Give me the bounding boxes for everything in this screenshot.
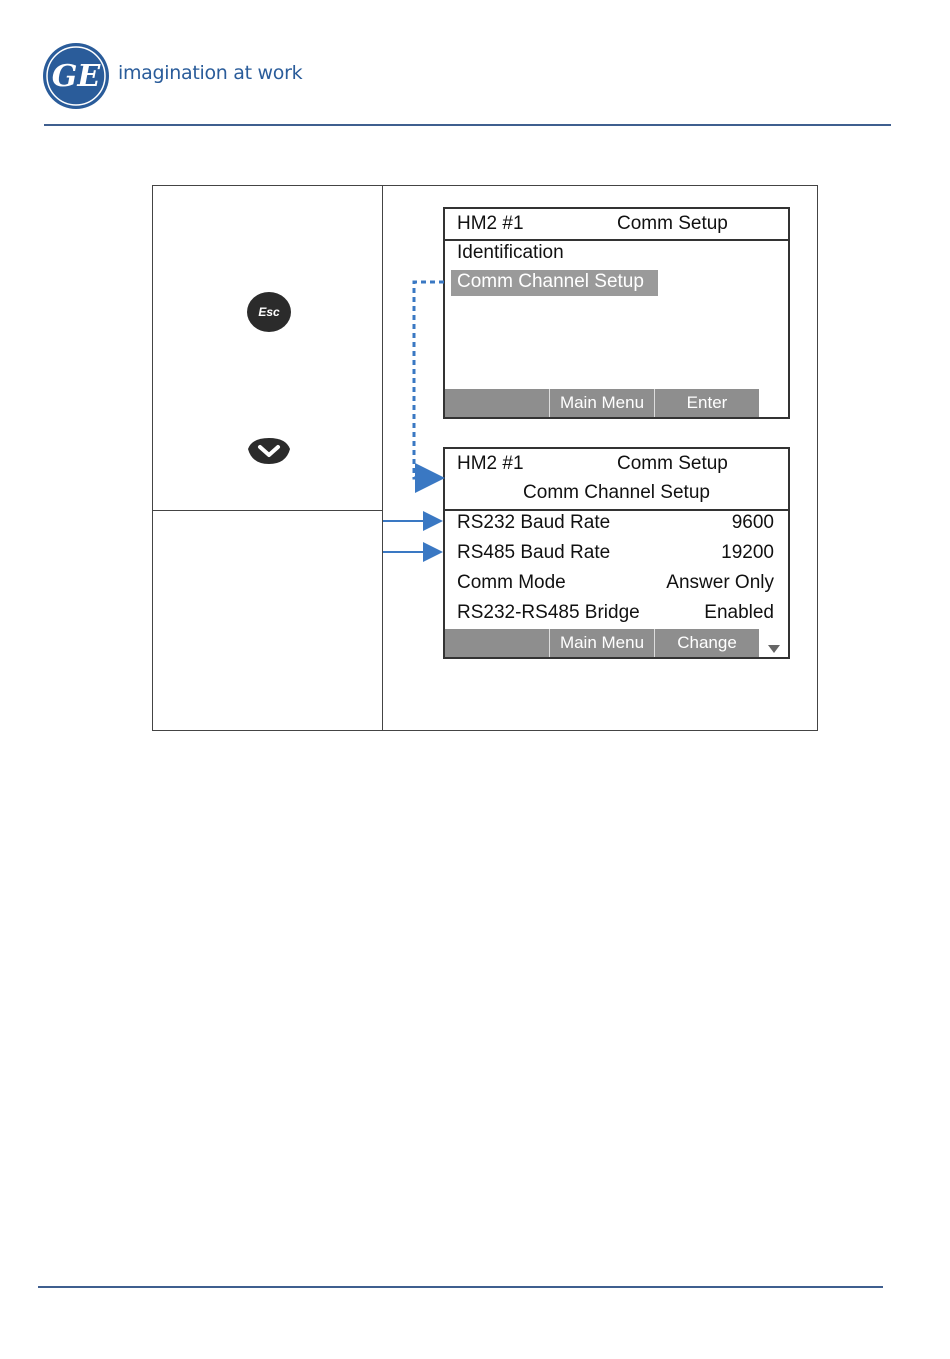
down-arrow-key-icon bbox=[246, 435, 292, 467]
procedure-table bbox=[152, 185, 818, 731]
dashed-link-arrow bbox=[414, 282, 444, 478]
softkey-change[interactable]: Change bbox=[677, 633, 737, 652]
setting-label: RS485 Baud Rate bbox=[457, 542, 611, 563]
screen-title: Comm Setup bbox=[617, 453, 728, 474]
softkey-main-menu[interactable]: Main Menu bbox=[559, 633, 645, 652]
device-name: HM2 #1 bbox=[457, 213, 524, 234]
ge-logo-icon bbox=[42, 42, 110, 110]
setting-value: Answer Only bbox=[666, 572, 774, 593]
setting-label: RS232-RS485 Bridge bbox=[457, 602, 640, 623]
softkey-1[interactable] bbox=[445, 389, 549, 417]
column-divider bbox=[382, 186, 383, 730]
lcd-header bbox=[445, 449, 788, 511]
softkey-1[interactable] bbox=[445, 629, 549, 657]
header-rule bbox=[44, 124, 891, 126]
setting-value: 19200 bbox=[721, 542, 774, 563]
setting-value: Enabled bbox=[704, 602, 774, 623]
logo-monogram: GE bbox=[51, 59, 101, 94]
menu-item-comm-channel-setup[interactable]: Comm Channel Setup bbox=[451, 270, 658, 296]
softkey-main-menu[interactable]: Main Menu bbox=[559, 393, 645, 412]
setting-label: Comm Mode bbox=[457, 572, 566, 593]
device-name: HM2 #1 bbox=[457, 453, 524, 474]
setting-value: 9600 bbox=[731, 512, 774, 533]
softkey-bar bbox=[445, 389, 759, 417]
lcd-screen-comm-channel-setup bbox=[443, 447, 790, 659]
esc-key-icon bbox=[247, 292, 291, 332]
softkey-bar bbox=[445, 629, 759, 657]
menu-item-identification[interactable]: Identification bbox=[457, 242, 564, 263]
screen-subtitle: Comm Channel Setup bbox=[523, 482, 710, 503]
scroll-down-icon[interactable] bbox=[768, 645, 780, 653]
lcd-header bbox=[445, 209, 788, 241]
setting-label: RS232 Baud Rate bbox=[457, 512, 611, 533]
footer-rule bbox=[38, 1286, 883, 1288]
row-divider bbox=[153, 510, 382, 511]
lcd-screen-comm-setup bbox=[443, 207, 790, 419]
esc-key-label: Esc bbox=[258, 305, 280, 319]
screen-title: Comm Setup bbox=[617, 213, 728, 234]
softkey-enter[interactable]: Enter bbox=[686, 393, 728, 412]
tagline: imagination at work bbox=[118, 62, 303, 84]
